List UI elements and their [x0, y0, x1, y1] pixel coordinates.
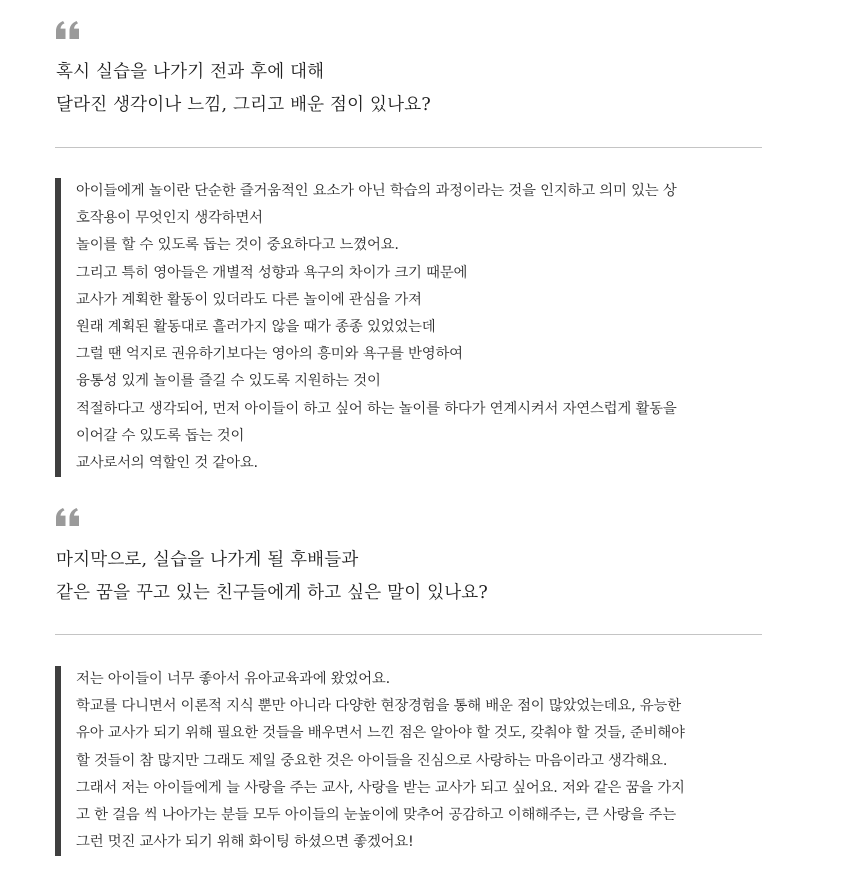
answer-line: 할 것들이 참 많지만 그래도 제일 중요한 것은 아이들을 진심으로 사랑하는 마음이라고 생각해요. — [76, 752, 668, 769]
divider — [55, 634, 762, 635]
question-line: 같은 꿈을 꾸고 있는 친구들에게 하고 싶은 말이 있나요? — [56, 583, 488, 603]
quote-mark-icon — [55, 21, 81, 39]
answer-line: 융통성 있게 놀이를 즐길 수 있도록 지원하는 것이 — [76, 373, 381, 390]
answer-line: 그래서 저는 아이들에게 늘 사랑을 주는 교사, 사랑을 받는 교사가 되고 싶어요. 저와 같은 꿈을 가지 — [76, 779, 685, 796]
answer-line: 이어갈 수 있도록 돕는 것이 — [76, 427, 245, 444]
quote-mark-icon — [55, 508, 81, 526]
answer-line: 고 한 걸음 씩 나아가는 분들 모두 아이들의 눈높이에 맞추어 공감하고 이해해주는, 큰 사랑을 주는 — [76, 807, 676, 824]
answer-line: 그리고 특히 영아들은 개별적 성향과 욕구의 차이가 크기 때문에 — [76, 264, 468, 281]
answer-line: 교사로서의 역할인 것 같아요. — [76, 455, 258, 472]
answer-line: 적절하다고 생각되어, 먼저 아이들이 하고 싶어 하는 놀이를 하다가 연계시켜서 자연스럽게 활동을 — [76, 400, 677, 417]
answer-line: 저는 아이들이 너무 좋아서 유아교육과에 왔었어요. — [76, 671, 390, 687]
question-line: 마지막으로, 실습을 나가게 될 후배들과 — [56, 550, 359, 570]
question-line: 달라진 생각이나 느낌, 그리고 배운 점이 있나요? — [56, 95, 431, 115]
answer-line: 학교를 다니면서 이론적 지식 뿐만 아니라 다양한 현장경험을 통해 배운 점이 많았었는데요, 유능한 — [76, 698, 681, 715]
answer-line: 그런 멋진 교사가 되기 위해 화이팅 하셨으면 좋겠어요! — [76, 834, 414, 851]
question-line: 혹시 실습을 나가기 전과 후에 대해 — [56, 62, 325, 82]
answer-line: 호작용이 무엇인지 생각하면서 — [76, 210, 263, 227]
answer-line: 원래 계획된 활동대로 흘러가지 않을 때가 종종 있었었는데 — [76, 319, 436, 336]
question-2 — [56, 544, 762, 610]
answer-1 — [55, 178, 762, 477]
question-1 — [56, 56, 762, 122]
answer-line: 그럴 땐 억지로 권유하기보다는 영아의 흥미와 욕구를 반영하여 — [76, 346, 463, 363]
answer-line: 놀이를 할 수 있도록 돕는 것이 중요하다고 느꼈어요. — [76, 237, 399, 254]
answer-line: 교사가 계획한 활동이 있더라도 다른 놀이에 관심을 가져 — [76, 291, 422, 308]
answer-2 — [55, 666, 762, 856]
divider — [55, 147, 762, 148]
answer-line: 아이들에게 놀이란 단순한 즐거움적인 요소가 아닌 학습의 과정이라는 것을 인지하고 의미 있는 상 — [76, 183, 677, 199]
answer-line: 유아 교사가 되기 위해 필요한 것들을 배우면서 느낀 점은 알아야 할 것도, 갖춰야 할 것들, 준비해야 — [76, 725, 685, 742]
